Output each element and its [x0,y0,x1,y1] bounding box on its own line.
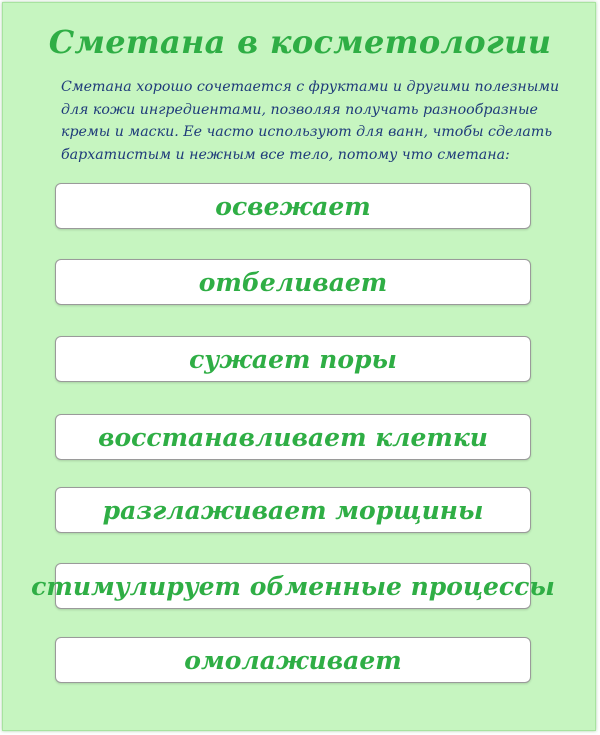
benefit-item-restores-cells: восстанавливает клетки [55,414,531,460]
intro-line: бархатистым и нежным все тело, потому что сметана: [61,146,510,163]
intro-paragraph [61,76,561,166]
benefit-item-whitens: отбеливает [55,259,531,305]
benefit-item-stimulates-metabolism: стимулирует обменные процессы [55,563,531,609]
intro-line: для кожи ингредиентами, позволяя получать разнообразные [61,101,538,118]
benefit-item-smooths-wrinkles: разглаживает морщины [55,487,531,533]
info-card [2,2,596,731]
page-title: Сметана в косметологии [48,23,552,61]
intro-line: Сметана хорошо сочетается с фруктами и другими полезными [61,79,560,95]
benefit-item-rejuvenates: омолаживает [55,637,531,683]
intro-line: кремы и маски. Ее часто используют для ванн, чтобы сделать [61,124,553,140]
benefit-item-refreshes: освежает [55,183,531,229]
benefit-item-tightens-pores: сужает поры [55,336,531,382]
